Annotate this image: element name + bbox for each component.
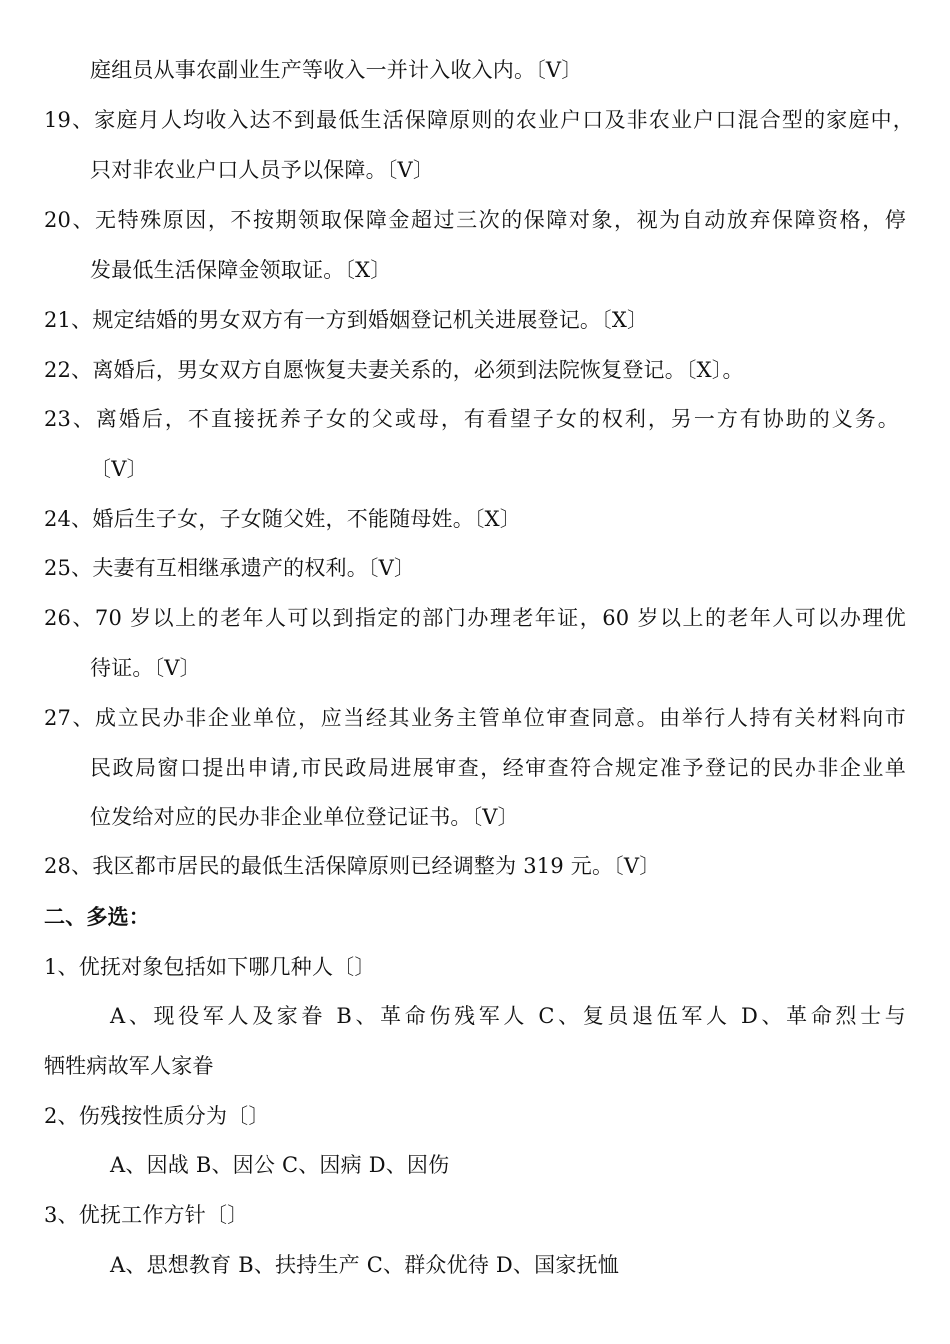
text-line: 只对非农业户口人员予以保障。〔V〕	[90, 158, 435, 182]
text-line: 位发给对应的民办非企业单位登记证书。〔V〕	[90, 805, 519, 829]
text-line: 待证。〔V〕	[90, 656, 201, 680]
question-21: 21、规定结婚的男女双方有一方到婚姻登记机关进展登记。〔X〕	[44, 308, 649, 332]
question-25: 25、夫妻有互相继承遗产的权利。〔V〕	[44, 556, 416, 580]
question-22: 22、离婚后，男女双方自愿恢复夫妻关系的，必须到法院恢复登记。〔X〕。	[44, 358, 744, 382]
text-line: 〔V〕	[90, 457, 148, 481]
text-line: 发最低生活保障金领取证。〔X〕	[90, 258, 392, 282]
question-19: 19、家庭月人均收入达不到最低生活保障原则的农业户口及非农业户口混合型的家庭中，	[44, 108, 914, 132]
multi-question-3: 3、优抚工作方针〔〕	[44, 1203, 249, 1227]
options-line: A、因战 B、因公 C、因病 D、因伤	[110, 1153, 450, 1177]
multi-question-2: 2、伤残按性质分为〔〕	[44, 1104, 270, 1128]
question-28: 28、我区都市居民的最低生活保障原则已经调整为 319 元。〔V〕	[44, 854, 661, 878]
question-23: 23、离婚后，不直接抚养子女的父或母，有看望子女的权利，另一方有协助的义务。	[44, 407, 899, 431]
question-27: 27、成立民办非企业单位，应当经其业务主管单位审查同意。由举行人持有关材料向市	[44, 706, 906, 730]
options-line: 牺牲病故军人家眷	[44, 1054, 214, 1078]
section-heading: 二、多选：	[44, 904, 150, 929]
question-26: 26、70 岁以上的老年人可以到指定的部门办理老年证，60 岁以上的老年人可以办理优	[44, 606, 906, 630]
text-line: 庭组员从事农副业生产等收入一并计入收入内。〔V〕	[90, 58, 583, 82]
question-24: 24、婚后生子女，子女随父姓，不能随母姓。〔X〕	[44, 507, 521, 531]
question-20: 20、无特殊原因，不按期领取保障金超过三次的保障对象，视为自动放弃保障资格，停	[44, 208, 906, 232]
options-line: A、思想教育 B、扶持生产 C、群众优待 D、国家抚恤	[110, 1253, 619, 1277]
text-line: 民政局窗口提出申请,市民政局进展审查，经审查符合规定准予登记的民办非企业单	[90, 756, 906, 780]
options-line: A、现役军人及家眷 B、革命伤残军人 C、复员退伍军人 D、革命烈士与	[110, 1004, 906, 1028]
multi-question-1: 1、优抚对象包括如下哪几种人〔〕	[44, 955, 376, 979]
